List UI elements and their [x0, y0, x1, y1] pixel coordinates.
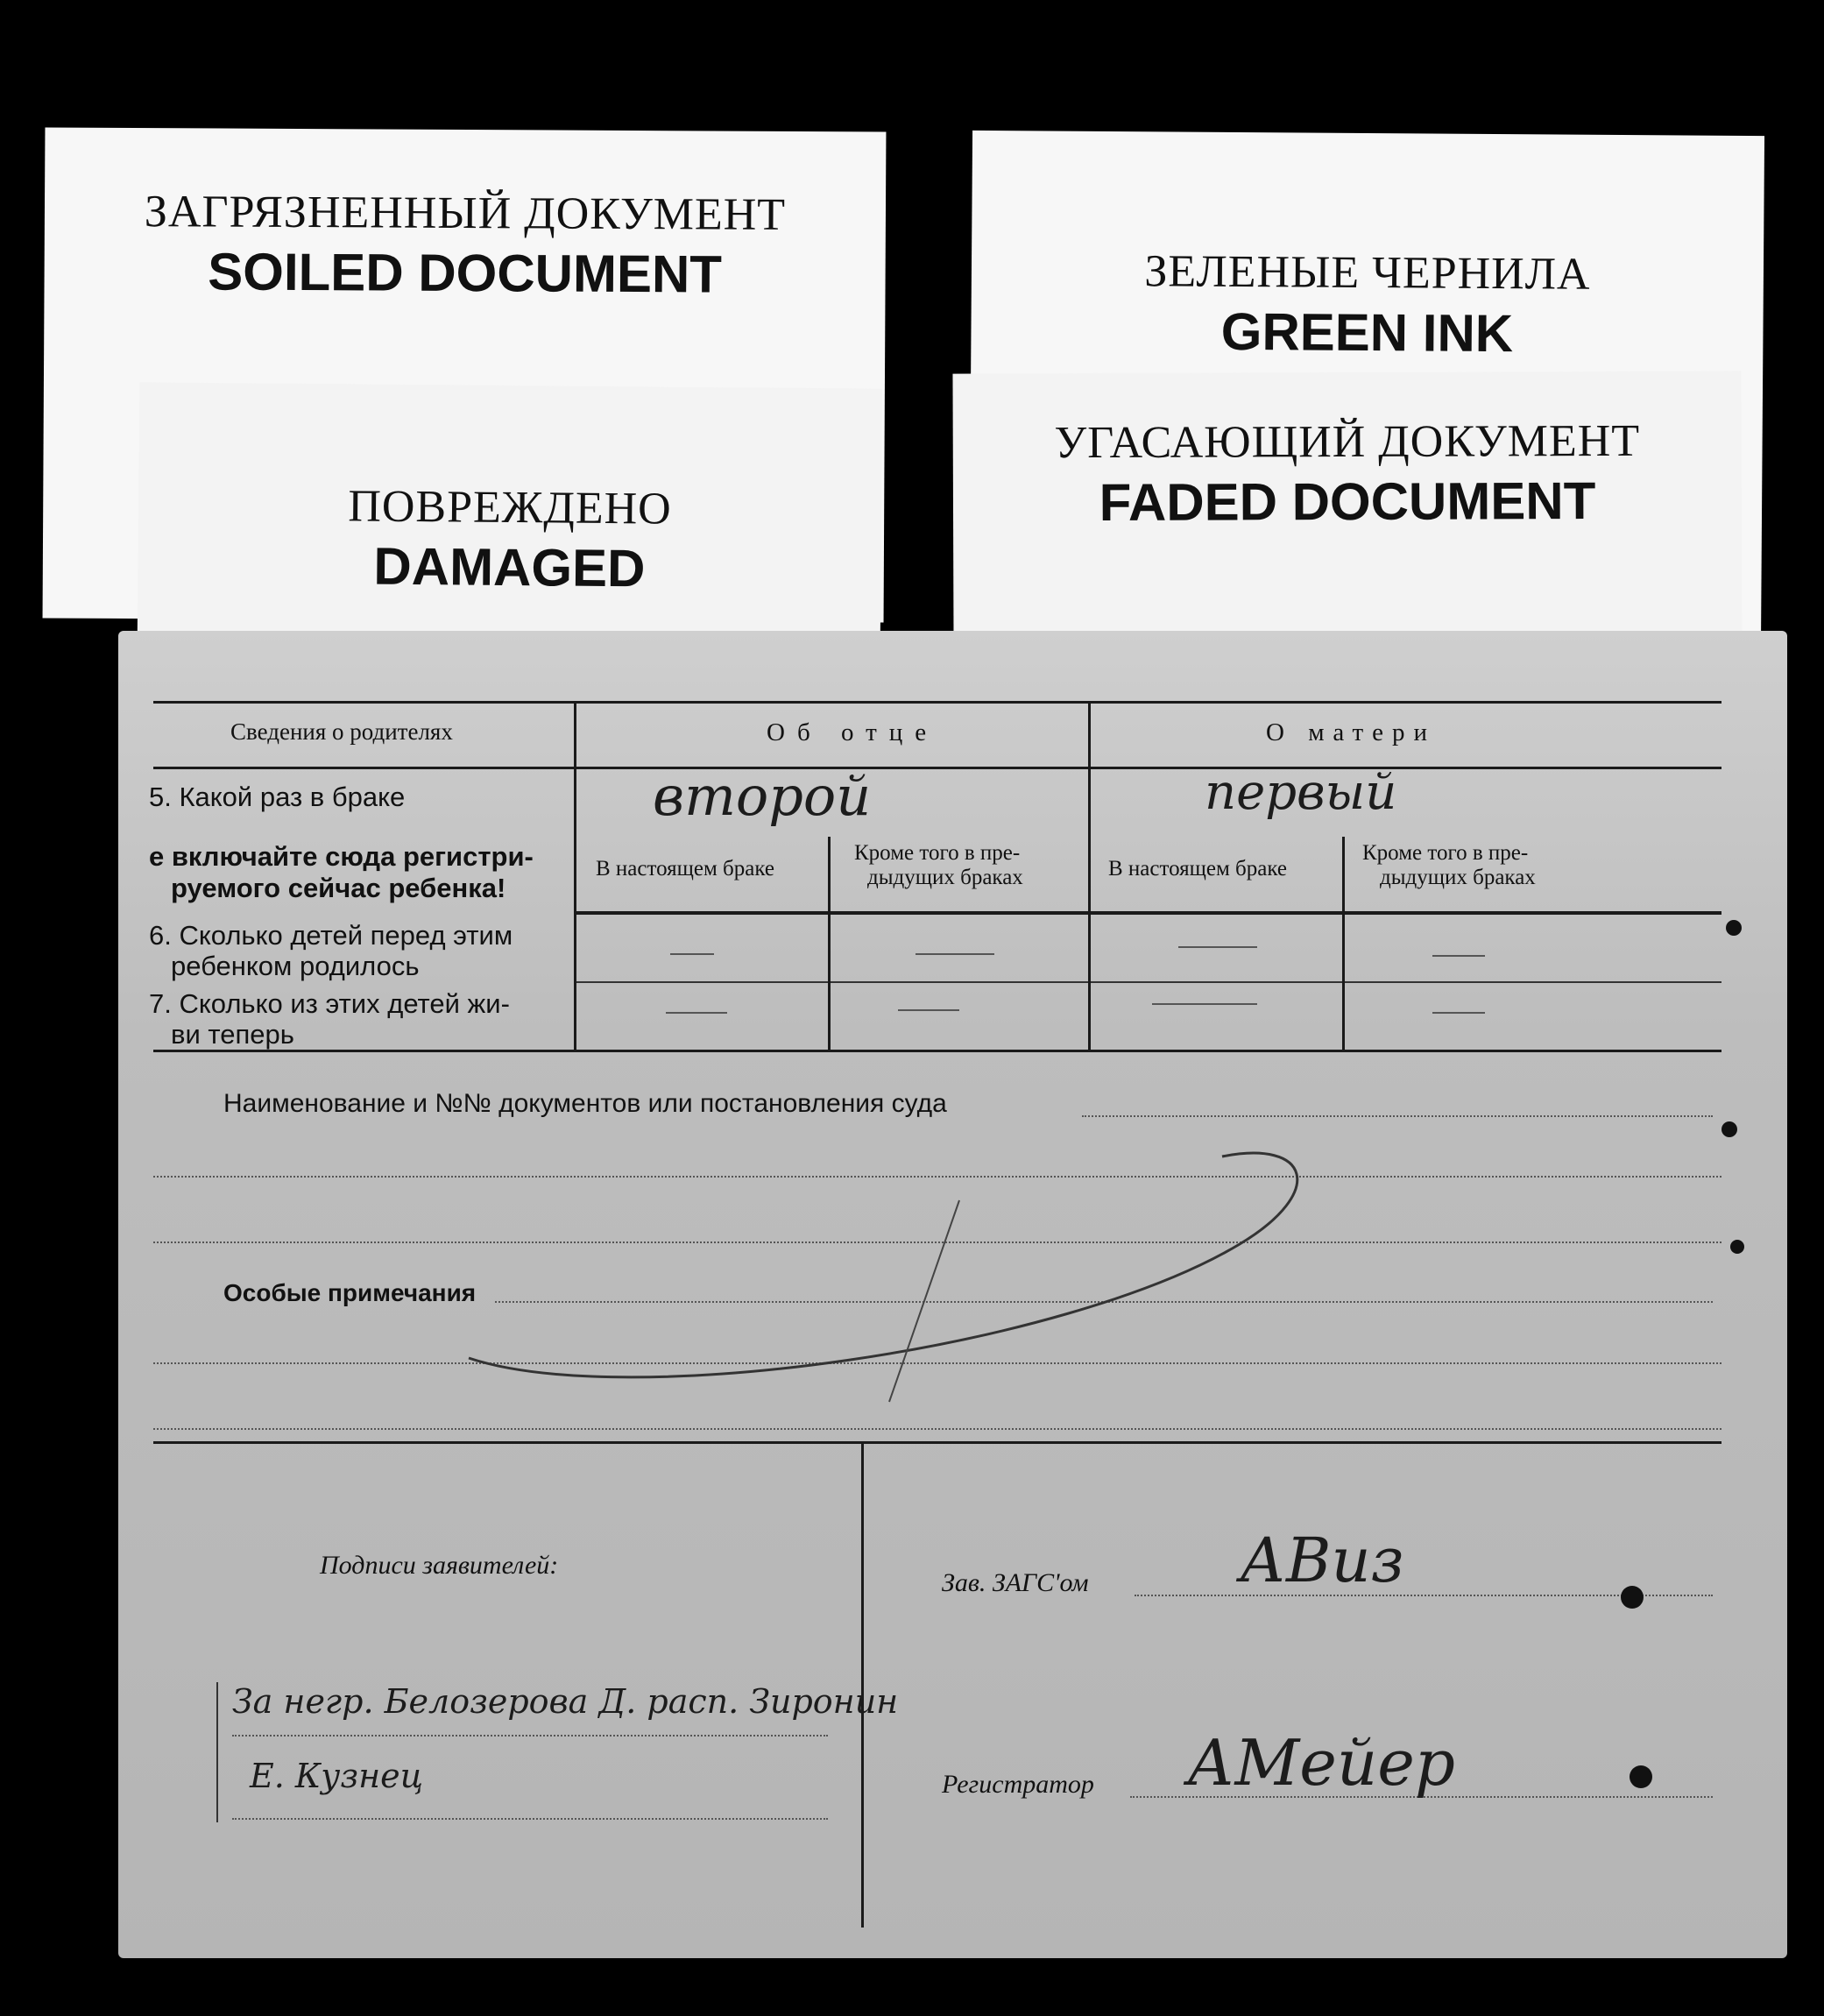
children-born-line-2: ребенком родилось: [171, 951, 420, 981]
applicants-signature-line-2: Е. Кузнец: [250, 1757, 424, 1795]
mother-header: О матери: [1266, 718, 1437, 746]
zags-head-signature: АВиз: [1240, 1524, 1404, 1596]
green-label-en: GREEN INK: [1220, 301, 1514, 364]
registrar-signature: АМейер: [1187, 1726, 1455, 1800]
faded-label-en: FADED DOCUMENT: [1099, 471, 1596, 532]
note-line-1: е включайте сюда регистри-: [149, 841, 534, 872]
mother-marriage-handwritten: первый: [1205, 764, 1397, 821]
damaged-label-en: DAMAGED: [373, 536, 646, 598]
binding-hole: [1621, 1586, 1644, 1609]
father-current-marriage-header: В настоящем браке: [596, 857, 774, 881]
notes-label: Особые примечания: [223, 1279, 477, 1306]
mother-current-marriage-header: В настоящем браке: [1108, 857, 1287, 881]
children-alive-line-1: 7. Сколько из этих детей жи-: [149, 988, 510, 1019]
soiled-label-en: SOILED DOCUMENT: [208, 242, 723, 304]
father-marriage-handwritten: второй: [653, 764, 872, 828]
father-previous-line-2: дыдущих браках: [867, 866, 1023, 889]
zags-head-label: Зав. ЗАГС'ом: [942, 1568, 1089, 1597]
registrar-label: Регистратор: [942, 1770, 1094, 1799]
father-header: Об отце: [767, 718, 939, 746]
binding-hole: [1630, 1765, 1652, 1788]
father-previous-line-1: Кроме того в пре-: [854, 841, 1021, 865]
mother-previous-line-2: дыдущих браках: [1380, 866, 1536, 889]
note-line-2: руемого сейчас ребенка!: [171, 873, 506, 903]
applicants-label: Подписи заявителей:: [320, 1551, 559, 1580]
green-label-ru: ЗЕЛЕНЫЕ ЧЕРНИЛА: [1144, 246, 1591, 300]
parents-info-header: Сведения о родителях: [230, 718, 453, 745]
children-born-line-1: 6. Сколько детей перед этим: [149, 920, 513, 951]
binding-hole: [1726, 920, 1742, 936]
faded-document-card: [952, 371, 1742, 645]
marriage-count-label: 5. Какой раз в браке: [149, 782, 406, 812]
applicants-signature-line-1: За негр. Белозерова Д. расп. Зиронин: [232, 1682, 899, 1721]
pen-stroke-mark: [451, 1121, 1502, 1419]
faded-label-ru: УГАСАЮЩИЙ ДОКУМЕНТ: [1054, 415, 1641, 469]
mother-previous-line-1: Кроме того в пре-: [1362, 841, 1529, 865]
damaged-card: [138, 382, 882, 642]
binding-hole: [1730, 1240, 1744, 1254]
children-alive-line-2: ви теперь: [171, 1019, 294, 1050]
damaged-label-ru: ПОВРЕЖДЕНО: [348, 481, 672, 534]
registration-form: [118, 631, 1787, 1958]
binding-hole: [1721, 1121, 1737, 1137]
soiled-label-ru: ЗАГРЯЗНЕННЫЙ ДОКУМЕНТ: [144, 187, 787, 240]
documents-label: Наименование и №№ документов или постановления суда: [223, 1089, 947, 1118]
